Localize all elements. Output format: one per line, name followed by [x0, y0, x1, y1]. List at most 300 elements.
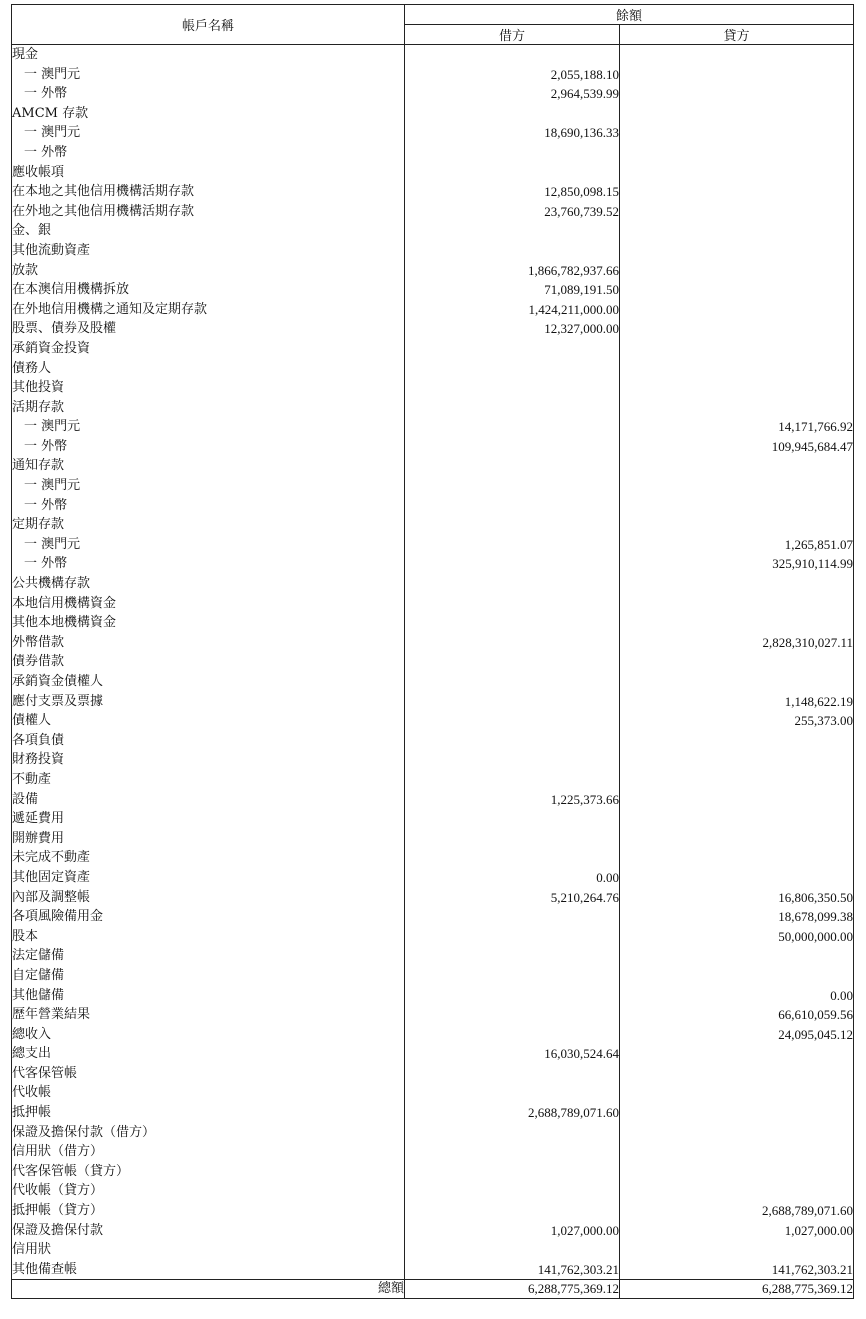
debit-header: 借方	[405, 25, 620, 45]
total-debit: 6,288,775,369.12	[405, 1280, 620, 1299]
account-name-text: 一 外幣	[24, 438, 68, 454]
balance-header: 餘額	[405, 5, 854, 25]
account-name-cell	[12, 633, 405, 653]
account-name-text: 信用狀	[12, 1242, 52, 1258]
table-row	[12, 1221, 854, 1241]
debit-cell: 141,762,303.21	[405, 1260, 620, 1280]
account-name-text: 代客保管帳（貸方）	[12, 1163, 130, 1179]
credit-cell	[620, 574, 854, 594]
account-name-cell	[12, 1005, 405, 1025]
account-name-text: 在外地信用機構之通知及定期存款	[12, 301, 208, 317]
account-name-cell	[12, 261, 405, 281]
credit-cell	[620, 750, 854, 770]
table-row	[12, 594, 854, 614]
account-name-text: AMCM 存款	[12, 105, 89, 121]
table-row	[12, 633, 854, 653]
table-row	[12, 731, 854, 751]
credit-cell	[620, 84, 854, 104]
debit-cell	[405, 515, 620, 535]
debit-cell	[405, 221, 620, 241]
account-name-text: 債券借款	[12, 654, 65, 670]
account-name-cell	[12, 182, 405, 202]
credit-cell	[620, 280, 854, 300]
account-name-text: 未完成不動產	[12, 850, 91, 866]
account-name-cell	[12, 594, 405, 614]
debit-cell: 16,030,524.64	[405, 1044, 620, 1064]
credit-cell: 1,265,851.07	[620, 535, 854, 555]
account-name-text: 金、銀	[12, 223, 52, 239]
credit-cell	[620, 456, 854, 476]
account-name-cell	[12, 221, 405, 241]
debit-cell	[405, 45, 620, 65]
account-name-cell	[12, 417, 405, 437]
debit-cell	[405, 711, 620, 731]
account-name-text: 應付支票及票據	[12, 693, 104, 709]
debit-cell	[405, 417, 620, 437]
table-row	[12, 613, 854, 633]
table-row	[12, 888, 854, 908]
account-name-text: 信用狀（借方）	[12, 1144, 104, 1160]
credit-cell	[620, 731, 854, 751]
credit-header: 貸方	[620, 25, 854, 45]
account-name-cell	[12, 672, 405, 692]
account-name-cell	[12, 750, 405, 770]
account-name-cell	[12, 241, 405, 261]
debit-cell: 1,424,211,000.00	[405, 300, 620, 320]
account-name-cell	[12, 613, 405, 633]
debit-cell	[405, 731, 620, 751]
table-row	[12, 672, 854, 692]
debit-cell: 12,327,000.00	[405, 319, 620, 339]
table-row	[12, 104, 854, 124]
account-name-cell	[12, 378, 405, 398]
credit-cell	[620, 339, 854, 359]
table-row	[12, 456, 854, 476]
debit-cell	[405, 907, 620, 927]
account-name-cell	[12, 1103, 405, 1123]
credit-cell	[620, 1103, 854, 1123]
debit-cell	[405, 104, 620, 124]
account-name-text: 定期存款	[12, 517, 65, 533]
account-name-text: 其他備查帳	[12, 1261, 78, 1277]
debit-cell	[405, 613, 620, 633]
account-name-text: 承銷資金債權人	[12, 674, 104, 689]
account-name-text: 代收帳（貸方）	[12, 1183, 104, 1199]
credit-cell	[620, 182, 854, 202]
table-row	[12, 1064, 854, 1084]
credit-cell: 66,610,059.56	[620, 1005, 854, 1025]
table-row	[12, 1083, 854, 1103]
debit-cell	[405, 829, 620, 849]
debit-cell	[405, 1162, 620, 1182]
debit-cell: 2,964,539.99	[405, 84, 620, 104]
credit-cell	[620, 515, 854, 535]
credit-cell: 18,678,099.38	[620, 907, 854, 927]
debit-cell	[405, 143, 620, 163]
account-name-text: 本地信用機構資金	[12, 595, 117, 611]
credit-cell: 141,762,303.21	[620, 1260, 854, 1280]
credit-cell: 2,828,310,027.11	[620, 633, 854, 653]
balance-table	[11, 4, 854, 1299]
credit-cell	[620, 868, 854, 888]
account-name-text: 保證及擔保付款（借方）	[12, 1124, 156, 1140]
account-name-cell	[12, 1064, 405, 1084]
account-name-text: 一 澳門元	[24, 419, 81, 435]
credit-cell	[620, 123, 854, 143]
account-name-cell	[12, 868, 405, 888]
account-name-text: 活期存款	[12, 399, 65, 415]
credit-cell	[620, 1123, 854, 1143]
debit-cell	[405, 927, 620, 947]
account-name-text: 股票、債券及股權	[12, 321, 117, 337]
credit-cell: 1,148,622.19	[620, 692, 854, 712]
account-name-cell	[12, 123, 405, 143]
debit-cell: 5,210,264.76	[405, 888, 620, 908]
debit-cell	[405, 378, 620, 398]
table-row	[12, 221, 854, 241]
table-row	[12, 986, 854, 1006]
table-row	[12, 809, 854, 829]
table-row	[12, 1025, 854, 1045]
credit-cell	[620, 809, 854, 829]
account-name-text: 公共機構存款	[12, 576, 91, 592]
credit-cell	[620, 1162, 854, 1182]
account-name-cell	[12, 1123, 405, 1143]
account-name-cell	[12, 84, 405, 104]
account-name-text: 代收帳	[12, 1085, 52, 1101]
table-row	[12, 45, 854, 65]
table-row	[12, 202, 854, 222]
account-name-cell	[12, 946, 405, 966]
credit-cell	[620, 221, 854, 241]
account-name-cell	[12, 515, 405, 535]
account-name-cell	[12, 711, 405, 731]
credit-cell	[620, 1181, 854, 1201]
account-name-text: 各項風險備用金	[12, 909, 104, 925]
debit-cell	[405, 946, 620, 966]
account-name-text: 一 澳門元	[24, 66, 81, 82]
debit-cell	[405, 496, 620, 516]
debit-cell	[405, 476, 620, 496]
account-name-cell	[12, 790, 405, 810]
account-name-text: 通知存款	[12, 458, 65, 474]
credit-cell	[620, 613, 854, 633]
account-name-cell	[12, 1181, 405, 1201]
table-row	[12, 417, 854, 437]
account-name-text: 抵押帳	[12, 1105, 52, 1121]
credit-cell: 325,910,114.99	[620, 554, 854, 574]
table-row	[12, 829, 854, 849]
debit-cell: 23,760,739.52	[405, 202, 620, 222]
credit-cell	[620, 1142, 854, 1162]
account-name-cell	[12, 65, 405, 85]
debit-cell	[405, 672, 620, 692]
table-row	[12, 692, 854, 712]
debit-cell	[405, 241, 620, 261]
debit-cell: 12,850,098.15	[405, 182, 620, 202]
account-name-cell	[12, 927, 405, 947]
account-name-cell	[12, 45, 405, 65]
debit-cell	[405, 1240, 620, 1260]
account-name-cell	[12, 437, 405, 457]
debit-cell	[405, 163, 620, 183]
account-name-cell	[12, 319, 405, 339]
debit-cell	[405, 437, 620, 457]
total-credit: 6,288,775,369.12	[620, 1280, 854, 1299]
debit-cell	[405, 770, 620, 790]
table-row	[12, 966, 854, 986]
account-name-text: 其他投資	[12, 380, 65, 396]
debit-cell	[405, 809, 620, 829]
credit-cell	[620, 261, 854, 281]
account-name-cell	[12, 202, 405, 222]
credit-cell: 0.00	[620, 986, 854, 1006]
debit-cell	[405, 398, 620, 418]
table-row	[12, 1044, 854, 1064]
account-name-cell	[12, 1240, 405, 1260]
table-row	[12, 1005, 854, 1025]
account-name-cell	[12, 1044, 405, 1064]
account-name-cell	[12, 986, 405, 1006]
total-label: 總額	[12, 1280, 405, 1299]
debit-cell	[405, 1025, 620, 1045]
account-name-text: 自定儲備	[12, 967, 65, 983]
account-name-text: 在本地之其他信用機構活期存款	[12, 184, 195, 200]
account-name-cell	[12, 476, 405, 496]
account-name-cell	[12, 770, 405, 790]
table-row	[12, 927, 854, 947]
account-name-text: 抵押帳（貸方）	[12, 1203, 104, 1219]
table-row	[12, 1123, 854, 1143]
account-name-text: 遞延費用	[12, 811, 65, 827]
account-name-text: 應收帳項	[12, 164, 65, 180]
debit-cell	[405, 535, 620, 555]
account-name-text: 放款	[12, 262, 39, 278]
table-row	[12, 300, 854, 320]
account-name-text: 股本	[12, 928, 39, 944]
account-name-text: 總收入	[12, 1026, 52, 1042]
account-name-cell	[12, 809, 405, 829]
table-row	[12, 182, 854, 202]
account-name-text: 代客保管帳	[12, 1065, 78, 1081]
account-name-text: 其他儲備	[12, 987, 65, 1003]
credit-cell	[620, 241, 854, 261]
table-row	[12, 84, 854, 104]
account-name-text: 其他流動資產	[12, 242, 91, 258]
account-name-cell	[12, 1162, 405, 1182]
account-name-cell	[12, 829, 405, 849]
table-row	[12, 319, 854, 339]
credit-cell: 2,688,789,071.60	[620, 1201, 854, 1221]
table-row	[12, 790, 854, 810]
rows-body	[12, 45, 854, 1280]
account-name-cell	[12, 496, 405, 516]
table-row	[12, 359, 854, 379]
debit-cell: 1,225,373.66	[405, 790, 620, 810]
account-name-text: 不動產	[12, 771, 52, 787]
credit-cell	[620, 946, 854, 966]
account-name-cell	[12, 692, 405, 712]
account-name-text: 一 外幣	[24, 144, 68, 160]
total-row	[12, 1280, 854, 1299]
credit-cell	[620, 966, 854, 986]
debit-cell: 2,688,789,071.60	[405, 1103, 620, 1123]
credit-cell: 24,095,045.12	[620, 1025, 854, 1045]
credit-cell	[620, 496, 854, 516]
debit-cell: 1,866,782,937.66	[405, 261, 620, 281]
account-name-header: 帳戶名稱	[12, 5, 405, 45]
credit-cell	[620, 359, 854, 379]
debit-cell	[405, 1083, 620, 1103]
credit-cell	[620, 163, 854, 183]
debit-cell: 18,690,136.33	[405, 123, 620, 143]
table-row	[12, 554, 854, 574]
table-row	[12, 574, 854, 594]
debit-cell	[405, 1064, 620, 1084]
debit-cell	[405, 339, 620, 359]
credit-cell: 14,171,766.92	[620, 417, 854, 437]
debit-cell: 1,027,000.00	[405, 1221, 620, 1241]
account-name-cell	[12, 163, 405, 183]
account-name-cell	[12, 398, 405, 418]
table-row	[12, 515, 854, 535]
credit-cell	[620, 652, 854, 672]
account-name-text: 內部及調整帳	[12, 889, 91, 905]
account-name-text: 其他固定資產	[12, 869, 91, 885]
credit-cell	[620, 65, 854, 85]
table-row	[12, 1201, 854, 1221]
table-row	[12, 261, 854, 281]
table-row	[12, 1162, 854, 1182]
table-row	[12, 378, 854, 398]
account-name-text: 一 外幣	[24, 497, 68, 513]
account-name-text: 在外地之其他信用機構活期存款	[12, 203, 195, 219]
account-name-cell	[12, 535, 405, 555]
account-name-cell	[12, 1025, 405, 1045]
credit-cell	[620, 770, 854, 790]
debit-cell	[405, 750, 620, 770]
credit-cell	[620, 1083, 854, 1103]
account-name-text: 一 澳門元	[24, 536, 81, 552]
table-row	[12, 437, 854, 457]
debit-cell: 0.00	[405, 868, 620, 888]
credit-cell: 255,373.00	[620, 711, 854, 731]
account-name-cell	[12, 554, 405, 574]
account-name-cell	[12, 907, 405, 927]
table-row	[12, 1103, 854, 1123]
credit-cell	[620, 672, 854, 692]
account-name-text: 一 外幣	[24, 556, 68, 572]
account-name-cell	[12, 848, 405, 868]
table-row	[12, 750, 854, 770]
table-row	[12, 907, 854, 927]
account-name-cell	[12, 1142, 405, 1162]
account-name-cell	[12, 456, 405, 476]
table-row	[12, 280, 854, 300]
credit-cell	[620, 143, 854, 163]
credit-cell	[620, 848, 854, 868]
account-name-cell	[12, 280, 405, 300]
credit-cell	[620, 1240, 854, 1260]
account-name-cell	[12, 888, 405, 908]
credit-cell	[620, 790, 854, 810]
account-name-text: 其他本地機構資金	[12, 615, 117, 631]
account-name-text: 一 澳門元	[24, 125, 81, 141]
account-name-text: 歷年營業結果	[12, 1007, 91, 1023]
account-name-text: 法定儲備	[12, 948, 65, 964]
debit-cell	[405, 594, 620, 614]
account-name-text: 總支出	[12, 1046, 52, 1062]
account-name-text: 債權人	[12, 713, 52, 729]
debit-cell	[405, 1142, 620, 1162]
account-name-text: 各項負債	[12, 732, 65, 748]
credit-cell	[620, 1044, 854, 1064]
account-name-text: 開辦費用	[12, 830, 65, 846]
account-name-cell	[12, 574, 405, 594]
table-row	[12, 535, 854, 555]
table-row	[12, 946, 854, 966]
account-name-text: 一 外幣	[24, 86, 68, 102]
table-row	[12, 241, 854, 261]
account-name-text: 設備	[12, 791, 39, 807]
debit-cell	[405, 1123, 620, 1143]
credit-cell	[620, 378, 854, 398]
debit-cell	[405, 848, 620, 868]
account-name-cell	[12, 1083, 405, 1103]
account-name-cell	[12, 731, 405, 751]
account-name-cell	[12, 300, 405, 320]
debit-cell	[405, 359, 620, 379]
account-name-cell	[12, 359, 405, 379]
table-row	[12, 1240, 854, 1260]
account-name-cell	[12, 143, 405, 163]
account-name-cell	[12, 1221, 405, 1241]
table-row	[12, 711, 854, 731]
account-name-text: 承銷資金投資	[12, 340, 91, 356]
table-row	[12, 65, 854, 85]
debit-cell: 2,055,188.10	[405, 65, 620, 85]
debit-cell	[405, 456, 620, 476]
table-row	[12, 476, 854, 496]
credit-cell	[620, 476, 854, 496]
credit-cell: 109,945,684.47	[620, 437, 854, 457]
credit-cell	[620, 45, 854, 65]
table-row	[12, 848, 854, 868]
credit-cell	[620, 594, 854, 614]
account-name-cell	[12, 339, 405, 359]
credit-cell	[620, 398, 854, 418]
account-name-cell	[12, 652, 405, 672]
debit-cell	[405, 1181, 620, 1201]
credit-cell	[620, 319, 854, 339]
table-row	[12, 496, 854, 516]
debit-cell	[405, 554, 620, 574]
table-row	[12, 143, 854, 163]
debit-cell	[405, 652, 620, 672]
table-row	[12, 770, 854, 790]
account-name-cell	[12, 1260, 405, 1280]
account-name-text: 在本澳信用機構拆放	[12, 282, 130, 298]
table-row	[12, 123, 854, 143]
table-row	[12, 1181, 854, 1201]
table-row	[12, 868, 854, 888]
credit-cell: 50,000,000.00	[620, 927, 854, 947]
credit-cell	[620, 202, 854, 222]
account-name-text: 保證及擔保付款	[12, 1222, 104, 1238]
account-name-cell	[12, 1201, 405, 1221]
debit-cell	[405, 692, 620, 712]
credit-cell	[620, 104, 854, 124]
